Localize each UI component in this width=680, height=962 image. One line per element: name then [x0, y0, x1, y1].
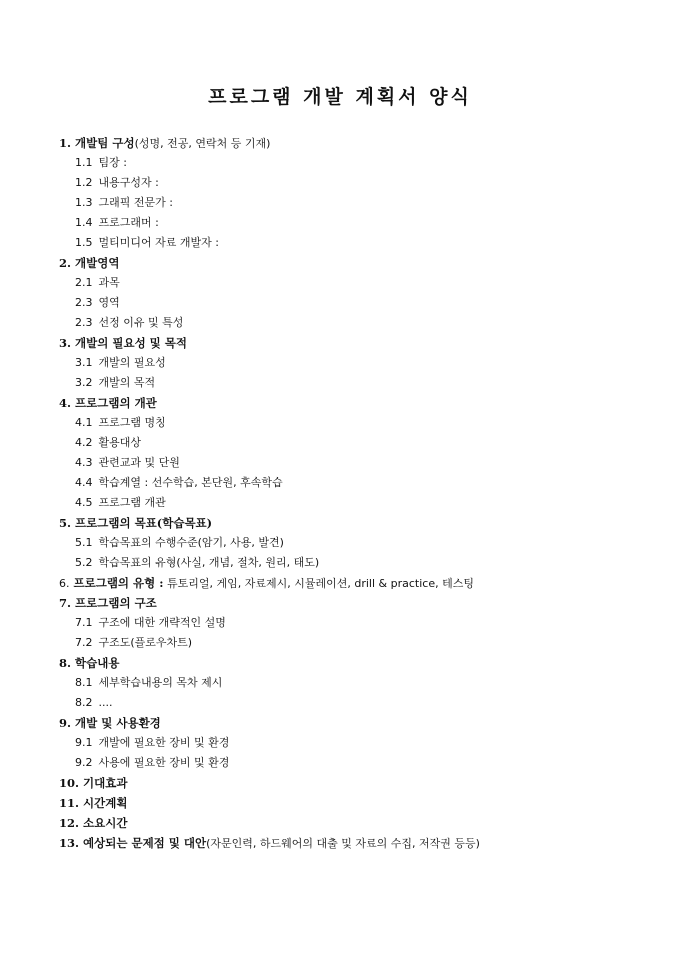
section-title: 프로그램의 개관: [75, 396, 157, 410]
subsection-number: 2.3: [75, 316, 93, 329]
subsection-text: 구조도(플로우차트): [98, 636, 193, 649]
section-title: 프로그램의 목표(학습목표): [75, 516, 213, 530]
section-heading: [59, 133, 659, 153]
section-heading: [59, 793, 659, 813]
subsection-number: 4.1: [75, 416, 93, 429]
subsection-text: 내용구성자 :: [98, 176, 159, 189]
subsection-text: 과목: [98, 276, 120, 289]
outline-list: [59, 133, 659, 853]
subsection-item: [59, 433, 659, 453]
section-number: 13.: [59, 836, 80, 850]
subsection-number: 1.2: [75, 176, 93, 189]
subsection-item: [59, 293, 659, 313]
subsection-text: 멀티미디어 자료 개발자 :: [98, 236, 219, 249]
subsection-item: [59, 413, 659, 433]
subsection-text: 팀장 :: [98, 156, 127, 169]
section-title: 개발 및 사용환경: [75, 716, 161, 730]
subsection-item: [59, 493, 659, 513]
subsection-item: [59, 633, 659, 653]
subsection-number: 4.5: [75, 496, 93, 509]
section-number: 8.: [59, 656, 72, 670]
subsection-text: 개발에 필요한 장비 및 환경: [98, 736, 230, 749]
subsection-number: 8.1: [75, 676, 93, 689]
document-title: 프로그램 개발 계획서 양식: [208, 86, 472, 108]
subsection-number: 2.1: [75, 276, 93, 289]
subsection-text: 학습목표의 수행수준(암기, 사용, 발견): [98, 536, 284, 549]
subsection-item: [59, 673, 659, 693]
subsection-item: [59, 153, 659, 173]
subsection-item: [59, 273, 659, 293]
subsection-item: [59, 373, 659, 393]
subsection-number: 7.1: [75, 616, 93, 629]
subsection-number: 3.2: [75, 376, 93, 389]
subsection-text: 활용대상: [98, 436, 142, 449]
section-number: 3.: [59, 336, 72, 350]
section-title: 프로그램의 유형 :: [73, 576, 164, 590]
subsection-item: [59, 753, 659, 773]
subsection-text: 세부학습내용의 목차 제시: [98, 676, 223, 689]
section-heading: [59, 593, 659, 613]
subsection-number: 7.2: [75, 636, 93, 649]
section-number: 6.: [59, 577, 70, 590]
section-heading: [59, 713, 659, 733]
subsection-item: [59, 173, 659, 193]
section-title: 기대효과: [83, 776, 128, 790]
subsection-number: 4.4: [75, 476, 93, 489]
section-heading: [59, 833, 659, 853]
subsection-number: 4.2: [75, 436, 93, 449]
section-title: 프로그램의 구조: [75, 596, 157, 610]
subsection-text: 관련교과 및 단원: [98, 456, 180, 469]
section-heading: [59, 513, 659, 533]
section-note: (자문인력, 하드웨어의 대출 및 자료의 수집, 저작권 등등): [206, 837, 480, 850]
section-number: 9.: [59, 716, 72, 730]
section-heading: [59, 333, 659, 353]
subsection-item: [59, 533, 659, 553]
subsection-text: ....: [98, 696, 113, 709]
subsection-number: 1.4: [75, 216, 93, 229]
section-title: 개발영역: [75, 256, 120, 270]
subsection-item: [59, 453, 659, 473]
section-number: 5.: [59, 516, 72, 530]
subsection-text: 구조에 대한 개략적인 설명: [98, 616, 226, 629]
section-note: (성명, 전공, 연락처 등 기재): [134, 137, 271, 150]
subsection-text: 영역: [98, 296, 120, 309]
section-number: 4.: [59, 396, 72, 410]
subsection-text: 학습목표의 유형(사실, 개념, 절차, 원리, 태도): [98, 556, 320, 569]
subsection-number: 1.3: [75, 196, 93, 209]
subsection-text: 개발의 목적: [98, 376, 156, 389]
subsection-item: [59, 613, 659, 633]
section-number: 11.: [59, 796, 80, 810]
subsection-number: 1.1: [75, 156, 93, 169]
subsection-item: [59, 553, 659, 573]
section-heading: [59, 253, 659, 273]
subsection-text: 그래픽 전문가 :: [98, 196, 173, 209]
subsection-number: 5.1: [75, 536, 93, 549]
subsection-number: 1.5: [75, 236, 93, 249]
section-number: 10.: [59, 776, 80, 790]
subsection-text: 개발의 필요성: [98, 356, 166, 369]
section-heading: [59, 773, 659, 793]
section-title: 소요시간: [83, 816, 128, 830]
subsection-item: [59, 733, 659, 753]
subsection-text: 프로그램 개관: [98, 496, 166, 509]
subsection-number: 8.2: [75, 696, 93, 709]
section-number: 1.: [59, 136, 72, 150]
section-title: 학습내용: [75, 656, 120, 670]
subsection-number: 4.3: [75, 456, 93, 469]
subsection-number: 2.3: [75, 296, 93, 309]
subsection-item: [59, 473, 659, 493]
section-title: 예상되는 문제점 및 대안: [83, 836, 207, 850]
subsection-number: 3.1: [75, 356, 93, 369]
subsection-number: 9.1: [75, 736, 93, 749]
section-title: 시간계획: [83, 796, 128, 810]
subsection-item: [59, 313, 659, 333]
section-title: 개발의 필요성 및 목적: [75, 336, 188, 350]
subsection-item: [59, 193, 659, 213]
subsection-text: 사용에 필요한 장비 및 환경: [98, 756, 230, 769]
subsection-text: 프로그래머 :: [98, 216, 159, 229]
section-number: 2.: [59, 256, 72, 270]
subsection-number: 5.2: [75, 556, 93, 569]
section-number: 12.: [59, 816, 80, 830]
section-heading: [59, 573, 659, 593]
section-number: 7.: [59, 596, 72, 610]
subsection-item: [59, 213, 659, 233]
subsection-text: 선정 이유 및 특성: [98, 316, 184, 329]
section-heading: [59, 813, 659, 833]
section-title: 개발팀 구성: [75, 136, 135, 150]
section-note: 튜토리얼, 게임, 자료제시, 시뮬레이션, drill & practice, 테스팅: [163, 577, 474, 590]
subsection-item: [59, 693, 659, 713]
section-heading: [59, 393, 659, 413]
subsection-item: [59, 353, 659, 373]
subsection-text: 학습계열 : 선수학습, 본단원, 후속학습: [98, 476, 283, 489]
subsection-number: 9.2: [75, 756, 93, 769]
subsection-text: 프로그램 명칭: [98, 416, 166, 429]
subsection-item: [59, 233, 659, 253]
section-heading: [59, 653, 659, 673]
